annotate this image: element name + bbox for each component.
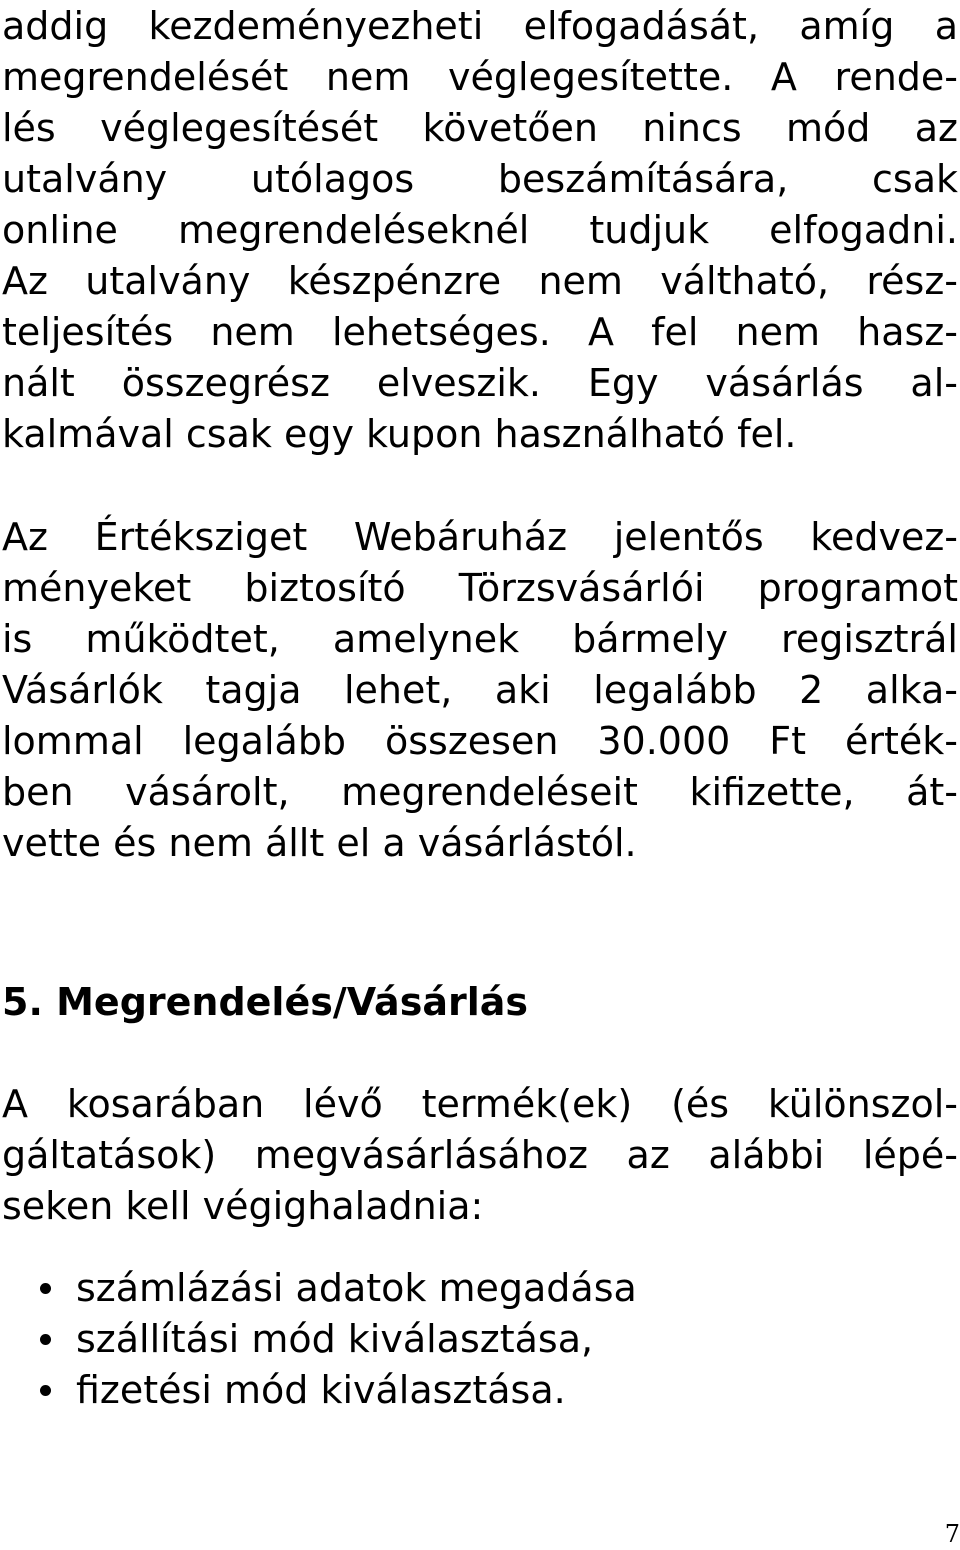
paragraph-line: lés véglegesítését követően nincs mód az bbox=[2, 106, 958, 150]
bullet-icon bbox=[40, 1385, 51, 1396]
paragraph-line: ben vásárolt, megrendeléseit kifizette, át- bbox=[2, 770, 958, 814]
paragraph-line: Vásárlók tagja lehet, aki legalább 2 alka- bbox=[2, 668, 958, 712]
paragraph-line: ményeket biztosító Törzsvásárlói programot bbox=[2, 566, 958, 610]
paragraph-line: gáltatások) megvásárlásához az alábbi lépé- bbox=[2, 1133, 958, 1177]
paragraph-line: A kosarában lévő termék(ek) (és különszol- bbox=[2, 1082, 958, 1126]
paragraph-line: Az utalvány készpénzre nem váltható, rész- bbox=[2, 259, 958, 303]
page-number: 7 bbox=[944, 1520, 960, 1548]
paragraph-line: lommal legalább összesen 30.000 Ft érték- bbox=[2, 719, 958, 763]
paragraph-line: kalmával csak egy kupon használható fel. bbox=[2, 412, 797, 456]
bullet-icon bbox=[40, 1283, 51, 1294]
list-item-text: számlázási adatok megadása bbox=[76, 1266, 637, 1310]
section-heading: 5. Megrendelés/Vásárlás bbox=[2, 980, 528, 1024]
paragraph-line: addig kezdeményezheti elfogadását, amíg a bbox=[2, 4, 958, 48]
paragraph-line: utalvány utólagos beszámítására, csak bbox=[2, 157, 958, 201]
list-item-text: szállítási mód kiválasztása, bbox=[76, 1317, 594, 1361]
paragraph-line: Az Értéksziget Webáruház jelentős kedvez- bbox=[2, 515, 958, 559]
paragraph-line: is működtet, amelynek bármely regisztrál bbox=[2, 617, 958, 661]
bullet-icon bbox=[40, 1334, 51, 1345]
paragraph-line: online megrendeléseknél tudjuk elfogadni. bbox=[2, 208, 958, 252]
list-item-text: fizetési mód kiválasztása. bbox=[76, 1368, 566, 1412]
paragraph-line: vette és nem állt el a vásárlástól. bbox=[2, 821, 637, 865]
paragraph-line: nált összegrész elveszik. Egy vásárlás al- bbox=[2, 361, 958, 405]
paragraph-line: teljesítés nem lehetséges. A fel nem hasz- bbox=[2, 310, 958, 354]
paragraph-line: seken kell végighaladnia: bbox=[2, 1184, 484, 1228]
paragraph-line: megrendelését nem véglegesítette. A rende- bbox=[2, 55, 958, 99]
